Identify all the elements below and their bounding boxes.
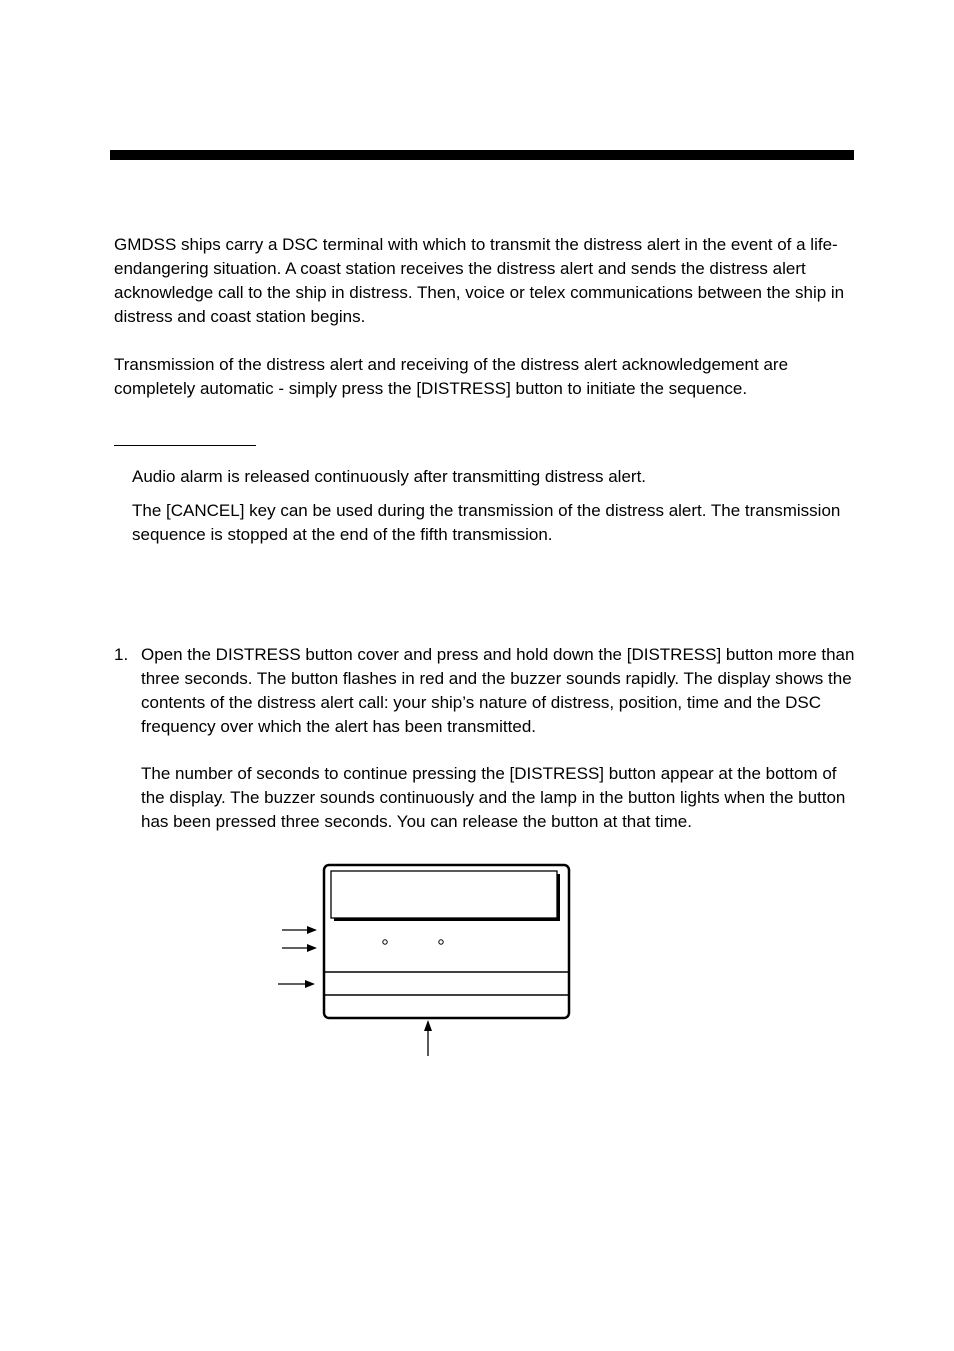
step-number: 1. xyxy=(114,645,129,664)
section-header-bar xyxy=(110,150,854,160)
arrow-up-head xyxy=(424,1020,432,1031)
degree-marker-2 xyxy=(439,940,443,944)
note-divider xyxy=(114,445,256,446)
arrow-3-head xyxy=(305,980,315,988)
note-item-2: The [CANCEL] key can be used during the transmission of the distress alert. The transmission sequence is stopped at the end of the fifth transmission. xyxy=(132,501,841,544)
intro-paragraph-1: GMDSS ships carry a DSC terminal with which to transmit the distress alert in the event of a life-endangering situation. A coast station receives the distress alert and sends the distress alert acknowledge call to the ship in distress. Then, voice or telex communications between the ship in distress and coast station begins. xyxy=(114,235,845,326)
display-title-box xyxy=(331,871,557,918)
intro-paragraph-2: Transmission of the distress alert and receiving of the distress alert acknowledgement are completely automatic - simply press the [DISTRESS] button to initiate the sequence. xyxy=(114,355,789,398)
arrow-1-head xyxy=(307,926,317,934)
step-1-text-continued: The number of seconds to continue pressing the [DISTRESS] button appear at the bottom of the display. The buzzer sounds continuously and the lamp in the button lights when the button has been pressed three seconds. You can release the button at that time. xyxy=(141,764,846,831)
note-item-1: Audio alarm is released continuously after transmitting distress alert. xyxy=(132,467,647,486)
display-figure xyxy=(270,860,590,1060)
arrow-2-head xyxy=(307,944,317,952)
step-1-text: Open the DISTRESS button cover and press and hold down the [DISTRESS] button more than three seconds. The button flashes in red and the buzzer sounds rapidly. The display shows the contents of the distress alert call: your ship’s nature of distress, position, time and the DSC frequency over which the alert has been transmitted. xyxy=(141,645,855,736)
degree-marker-1 xyxy=(383,940,387,944)
